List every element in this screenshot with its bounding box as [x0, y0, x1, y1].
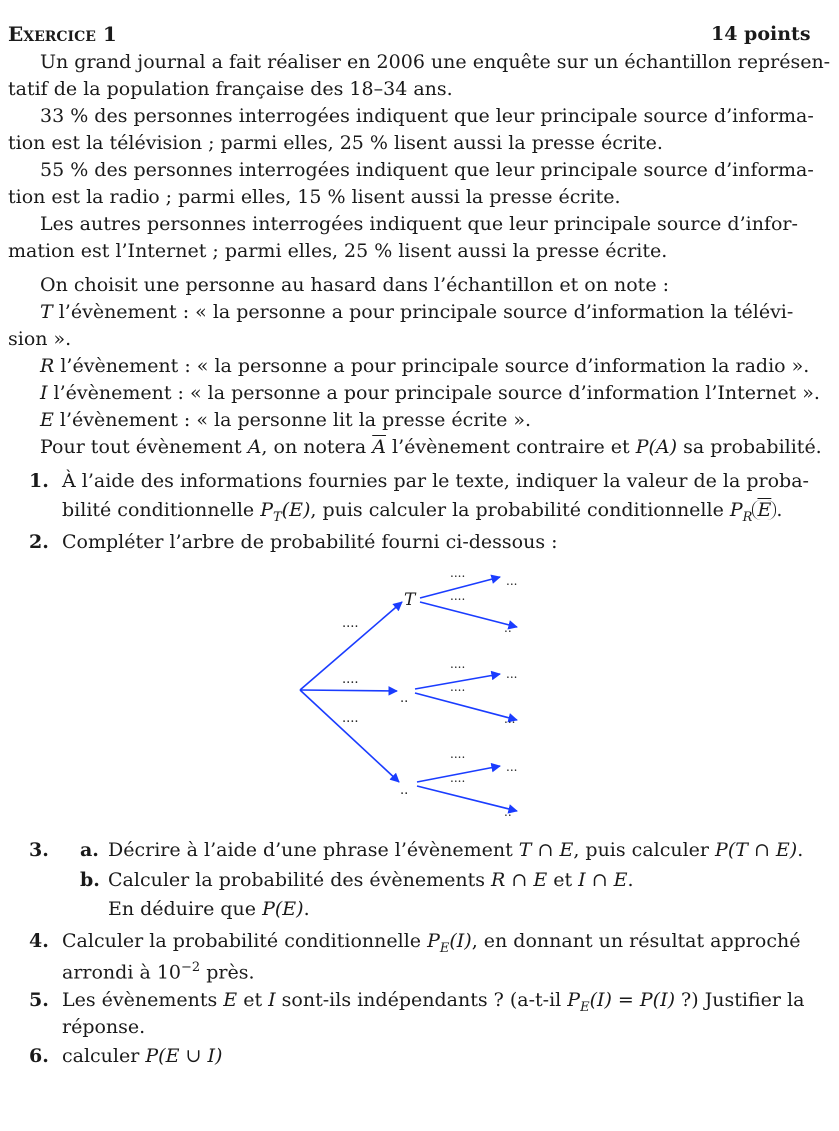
- intro-p1-l2: tatif de la population française des 18–34 ans.: [8, 78, 453, 100]
- tree-second-label-5: ....: [450, 747, 466, 761]
- tree-node-2: ..: [400, 691, 409, 706]
- tree-leaf-1: ...: [506, 574, 518, 588]
- tree-root-label-3: ....: [342, 711, 359, 726]
- intro-p4-l1: Les autres personnes interrogées indiquent que leur principale source d’infor-: [40, 213, 798, 235]
- tree-leaf-5: ...: [506, 760, 518, 774]
- exercise-title: Exercice 1: [8, 22, 117, 46]
- q3a-text: Décrire à l’aide d’une phrase l’évènement T ∩ E, puis calculer P(T ∩ E).: [108, 839, 804, 861]
- q3-number: 3.: [29, 839, 49, 861]
- event-e: E l’évènement : « la personne lit la presse écrite ».: [40, 409, 532, 431]
- q2-text: Compléter l’arbre de probabilité fourni ci-dessous :: [62, 531, 558, 553]
- q5-line2: réponse.: [62, 1016, 146, 1038]
- intro-p3-l1: 55 % des personnes interrogées indiquent que leur principale source d’informa-: [40, 159, 814, 181]
- q5-line1: Les évènements E et I sont-ils indépendants ? (a-t-il $P_E(I) = P(I)$ ?) Justifier la: [62, 989, 805, 1015]
- q6-text: calculer P(E ∪ I): [62, 1045, 223, 1067]
- intro-p2-l2: tion est la télévision ; parmi elles, 25 % lisent aussi la presse écrite.: [8, 132, 663, 154]
- tree-leaf-2: ..: [504, 621, 512, 635]
- tree-branch-1-down: [420, 602, 517, 627]
- q1-line1: À l’aide des informations fournies par le texte, indiquer la valeur de la proba-: [62, 470, 809, 492]
- q3c-text: En déduire que P(E).: [108, 898, 310, 920]
- event-r: R l’évènement : « la personne a pour principale source d’information la radio ».: [40, 355, 810, 377]
- event-t-line2: sion ».: [8, 328, 72, 350]
- q6-number: 6.: [29, 1045, 49, 1067]
- tree-second-label-3: ....: [450, 657, 466, 671]
- q3b-text: Calculer la probabilité des évènements R ∩ E et I ∩ E.: [108, 869, 634, 891]
- q1-number: 1.: [29, 470, 49, 492]
- tree-leaf-6: ..: [504, 805, 512, 819]
- tree-second-label-6: ....: [450, 771, 466, 785]
- q3a-label: a.: [80, 839, 99, 861]
- tree-root-label-2: ....: [342, 672, 359, 687]
- intro-p4-l2: mation est l’Internet ; parmi elles, 25 % lisent aussi la presse écrite.: [8, 240, 668, 262]
- tree-second-label-1: ....: [450, 566, 466, 580]
- tree-node-1: T: [404, 590, 416, 610]
- q1-line2: bilité conditionnelle $P_T(E)$, puis calculer la probabilité conditionnelle $P_R$ $\overline{E}$ .: [62, 499, 783, 525]
- intro-p2-l1: 33 % des personnes interrogées indiquent que leur principale source d’informa-: [40, 105, 814, 127]
- q4-line2: arrondi à $10^{-2}$ près.: [62, 960, 255, 984]
- exercise-points: 14 points: [711, 23, 811, 45]
- tree-root-label-1: ....: [342, 616, 359, 631]
- tree-branch-2-down: [415, 693, 517, 720]
- q2-number: 2.: [29, 531, 49, 553]
- tree-second-label-2: ....: [450, 589, 466, 603]
- q4-number: 4.: [29, 930, 49, 952]
- tree-leaf-3: ...: [506, 667, 518, 681]
- tree-branch-3-down: [417, 786, 517, 811]
- q4-line1: Calculer la probabilité conditionnelle $P_E(I)$, en donnant un résultat approché: [62, 930, 801, 956]
- tree-node-3: ..: [400, 783, 409, 798]
- tree-leaf-4: ...: [504, 712, 516, 726]
- q5-number: 5.: [29, 989, 49, 1011]
- tree-branch-root-2: [300, 690, 397, 691]
- events-intro: On choisit une personne au hasard dans l’échantillon et on note :: [40, 274, 670, 296]
- intro-p3-l2: tion est la radio ; parmi elles, 15 % lisent aussi la presse écrite.: [8, 186, 621, 208]
- tree-branch-root-3: [300, 690, 399, 782]
- event-i: I l’évènement : « la personne a pour principale source d’information l’Internet ».: [40, 382, 820, 404]
- tree-second-label-4: ....: [450, 680, 466, 694]
- intro-p1-l1: Un grand journal a fait réaliser en 2006 une enquête sur un échantillon représen-: [40, 51, 831, 73]
- notation: Pour tout évènement A, on notera $\overline{A}$ l’évènement contraire et P(A) sa probabilité.: [40, 436, 822, 458]
- probability-tree: [290, 560, 540, 822]
- event-t-line1: T l’évènement : « la personne a pour principale source d’information la télévi-: [40, 301, 794, 323]
- q3b-label: b.: [80, 869, 100, 891]
